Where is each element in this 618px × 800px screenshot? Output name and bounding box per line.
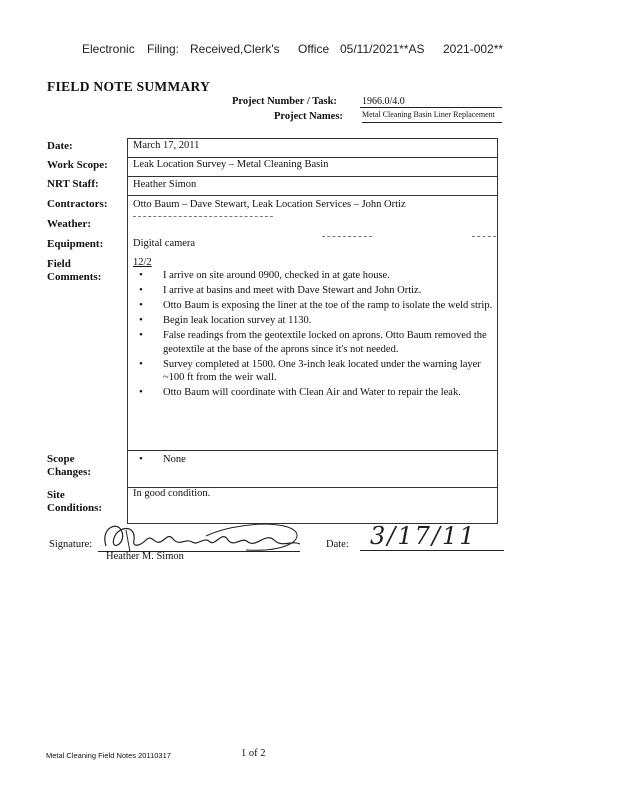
- date-value: March 17, 2011: [133, 140, 200, 151]
- date-label: Date:: [47, 140, 73, 152]
- signer-name: Heather M. Simon: [106, 551, 184, 562]
- field-comments-list: [133, 269, 495, 401]
- scope-changes-label-line1: Scope: [47, 453, 75, 465]
- stamp-filing: Filing:: [147, 42, 180, 56]
- scope-changes-label-line2: Changes:: [47, 466, 92, 478]
- comments-date: 12/2: [133, 257, 152, 268]
- list-item: • Begin leak location survey at 1130.: [133, 314, 495, 328]
- list-item: • I arrive at basins and meet with Dave Stewart and John Ortiz.: [133, 284, 495, 298]
- project-number-value: 1966.0/4.0: [362, 96, 405, 107]
- work-scope-label: Work Scope:: [47, 159, 108, 171]
- footer-filename: Metal Cleaning Field Notes 20110317: [46, 751, 171, 760]
- signature-date-label: Date:: [326, 539, 349, 550]
- site-conditions-label-line2: Conditions:: [47, 502, 103, 514]
- equipment-value: Digital camera: [133, 238, 196, 249]
- list-item: • None: [133, 453, 495, 467]
- equipment-label: Equipment:: [47, 238, 104, 250]
- list-item: • False readings from the geotextile locked on aprons. Otto Baum removed the geotextile at the base of the aprons since it's not needed.: [133, 329, 495, 356]
- staff-label: NRT Staff:: [47, 178, 99, 190]
- list-item: • Otto Baum will coordinate with Clean Air and Water to repair the leak.: [133, 386, 495, 400]
- stamp-electronic: Electronic: [82, 42, 135, 56]
- staff-value: Heather Simon: [133, 179, 197, 190]
- field-comments-label-line1: Field: [47, 258, 71, 270]
- contractors-label: Contractors:: [47, 198, 108, 210]
- stamp-date: 05/11/2021**AS: [340, 42, 425, 56]
- signature-date-line: [360, 550, 504, 551]
- stamp-office: Office: [298, 42, 330, 56]
- document-title: FIELD NOTE SUMMARY: [47, 79, 211, 94]
- scope-changes-list: [133, 453, 495, 468]
- stamp-docket: 2021-002**: [443, 42, 504, 56]
- page-number: 1 of 2: [241, 748, 266, 759]
- project-names-value: Metal Cleaning Basin Liner Replacement: [362, 110, 502, 123]
- list-item: • Survey completed at 1500. One 3-inch leak located under the warning layer ~100 ft from the weir wall.: [133, 358, 495, 385]
- site-conditions-label-line1: Site: [47, 489, 65, 501]
- field-comments-label-line2: Comments:: [47, 271, 102, 283]
- handwritten-date: 3/17/11: [370, 522, 477, 550]
- site-conditions-value: In good condition.: [133, 488, 211, 499]
- contractors-value: Otto Baum – Dave Stewart, Leak Location Services – John Ortiz: [133, 199, 406, 210]
- list-item: • Otto Baum is exposing the liner at the toe of the ramp to isolate the weld strip.: [133, 299, 495, 313]
- weather-label: Weather:: [47, 218, 91, 230]
- work-scope-value: Leak Location Survey – Metal Cleaning Basin: [133, 159, 329, 170]
- scan-artifact-line: [322, 236, 372, 237]
- project-number-label: Project Number / Task:: [232, 96, 337, 107]
- project-names-label: Project Names:: [274, 111, 343, 122]
- scan-artifact-line: [133, 216, 273, 217]
- stamp-received: Received,Clerk's: [190, 42, 280, 56]
- signature-label: Signature:: [49, 539, 93, 550]
- scan-artifact-line: [472, 236, 496, 237]
- list-item: • I arrive on site around 0900, checked in at gate house.: [133, 269, 495, 283]
- project-number-underline: [360, 107, 502, 108]
